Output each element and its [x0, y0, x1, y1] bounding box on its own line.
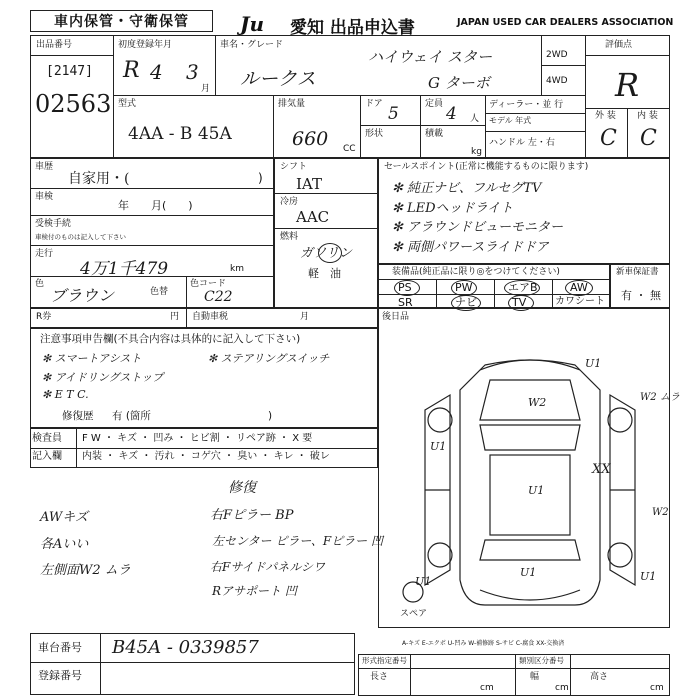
inspection-label: 車検 [35, 192, 54, 202]
notes-title: 注意事項申告欄(不具合内容は具体的に記入して下さい) [40, 333, 301, 345]
history-close: ) [258, 171, 263, 185]
exterior-label: 外 装 [595, 111, 616, 121]
diagram-mark-2: W2 [528, 396, 547, 409]
capacity-unit: 人 [470, 114, 480, 124]
repair-options: 有 (箇所 [112, 410, 151, 422]
inspector-note-right-1: 右Fピラー BP [210, 508, 294, 523]
fuel-gas: ガソリン [300, 246, 353, 261]
diagram-mark-9: U1 [415, 575, 432, 588]
model-label: 型式 [118, 99, 137, 109]
post-date-label: 後日品 [382, 312, 410, 322]
ab-circle [504, 280, 540, 296]
4wd-label: 4WD [546, 76, 568, 86]
inspector-note-left-3: 左側面W2 ムラ [40, 563, 131, 578]
month-value: 3 [186, 60, 199, 84]
inspector-note-right-4: Rアサポート 凹 [212, 584, 297, 598]
width-label: 幅 [530, 672, 540, 682]
repair-close: ) [268, 410, 273, 422]
shift-label: シフト [280, 162, 308, 172]
chassis-label: 車台番号 [38, 641, 82, 654]
color-code-label: 色コード [190, 279, 227, 289]
diagram-legend: A-キズ E-エクボ U-凹み W-補修跡 S-サビ C-腐食 XX-交換済 [402, 640, 565, 647]
chassis-value: B45A - 0339857 [112, 637, 259, 658]
selling-points-label: セールスポイント(正常に機能するものに限ります) [384, 162, 589, 172]
color-swap-label: 色替 [150, 287, 169, 297]
selling-point-3: ✻ アラウンドビューモニター [392, 220, 564, 235]
repair-history-label: 修復歴 [62, 410, 94, 422]
eq-leather: カワシート [555, 296, 605, 307]
loading-label: 積載 [425, 129, 444, 139]
diagram-mark-1: U1 [585, 357, 602, 370]
cc-label: CC [343, 144, 356, 154]
yen-label: 円 [170, 312, 180, 322]
rating-label: 評価点 [605, 40, 633, 50]
car-name-value: ルークス [240, 68, 316, 90]
displacement-value: 660 [292, 128, 329, 150]
color-value: ブラウン [50, 286, 115, 305]
capacity-value: 4 [446, 104, 457, 124]
selling-point-4: ✻ 両側パワースライドドア [392, 240, 549, 255]
km-label: km [230, 264, 244, 274]
model-year-label: モデル 年式 [489, 116, 532, 125]
height-label: 高さ [590, 672, 609, 682]
mileage-value: 4万1千479 [80, 259, 169, 279]
color-code-value: C22 [204, 289, 233, 305]
exterior-value: C [600, 126, 617, 151]
interior-value: C [640, 126, 657, 151]
year-value: 4 [150, 60, 163, 84]
note-left-3: ✻ E T C. [42, 388, 89, 401]
lot-number-label: 出品番号 [36, 40, 73, 50]
reg-label: 登録番号 [38, 669, 82, 682]
inspector-notes-title: 修復 [228, 480, 256, 496]
inspector-note-right-2: 左センター ピラー、Fピラー 凹 [212, 534, 383, 548]
handle-label: ハンドル 左・右 [489, 138, 555, 148]
eq-pw: PW [455, 281, 473, 294]
grade-value: ハイウェイ スター [368, 48, 493, 66]
note-left-1: ✻ スマートアシスト [42, 352, 142, 365]
note-right-1: ✻ ステアリングスイッチ [208, 352, 330, 365]
capacity-label: 定員 [425, 99, 444, 109]
fuel-circle [318, 243, 342, 263]
equipment-label: 装備品(純正品に限り◎をつけてください) [392, 267, 560, 277]
aw-circle [565, 280, 593, 296]
diagram-mark-3: W2 ムラ [640, 392, 680, 403]
association-name: JAPAN USED CAR DEALERS ASSOCIATION [457, 17, 674, 28]
cooler-value: AAC [296, 208, 330, 226]
eq-sr: SR [398, 296, 413, 309]
interior-label: 内 装 [637, 111, 658, 121]
shape-label: 形状 [365, 129, 384, 139]
storage-title: 車内保管・守衛保管 [30, 10, 213, 32]
2wd-label: 2WD [546, 50, 568, 60]
eq-ab: エアB [508, 281, 538, 294]
lot-number-value: 02563 [35, 90, 112, 118]
fuel-diesel: 軽 油 [308, 267, 341, 280]
pw-circle [451, 280, 477, 296]
inspector-row2: 内装 ・ キズ ・ 汚れ ・ コゲ穴 ・ 臭い ・ キレ ・ 破レ [82, 451, 330, 462]
ps-circle [394, 280, 420, 296]
ju-logo [240, 12, 264, 36]
color-label: 色 [35, 279, 45, 289]
inspector-label: 検査員 [32, 433, 62, 444]
inspector-note-left-2: 各Aいい [40, 537, 89, 552]
model-value: 4AA - B 45A [128, 124, 232, 144]
inspector-note-left-1: AWキズ [40, 510, 88, 525]
era-value: R [123, 58, 140, 83]
width-cm: cm [555, 683, 569, 693]
kg-label: kg [471, 147, 482, 157]
length-label: 長さ [370, 672, 389, 682]
inspector-row1: F W ・ キズ ・ 凹み ・ ヒビ割 ・ リペア跡 ・ X 要 [82, 433, 313, 444]
inspector-note-right-3: 右Fサイドパネルシワ [210, 560, 325, 574]
auto-tax-label: 自動車税 [192, 312, 229, 322]
diagram-mark-4: U1 [430, 440, 447, 453]
selling-point-1: ✻ 純正ナビ、フルセグTV [392, 181, 542, 196]
fuel-label: 燃料 [280, 232, 299, 242]
doors-label: ドア [365, 99, 383, 109]
vehicle-info-block [30, 35, 670, 158]
warranty-label: 新車保証書 [616, 267, 659, 277]
cooler-label: 冷房 [280, 197, 299, 207]
receipt-note: 車検付のものは記入して下さい [35, 233, 126, 241]
first-reg-label: 初度登録年月 [118, 40, 173, 50]
spare-label: スペア [400, 609, 428, 619]
eq-navi: ナビ [455, 296, 477, 309]
diagram-mark-6: U1 [528, 484, 545, 497]
diagram-mark-5: XX [592, 462, 611, 477]
form-title: 愛知 出品申込書 [290, 18, 415, 38]
height-cm: cm [650, 683, 664, 693]
grade2-value: G ターボ [428, 74, 490, 92]
rating-value: R [615, 66, 640, 104]
shift-value: IAT [296, 175, 322, 193]
displacement-label: 排気量 [278, 99, 306, 109]
warranty-options: 有 ・ 無 [621, 289, 661, 302]
type-designation-label: 形式指定番号 [362, 656, 407, 665]
r-ticket-label: R券 [36, 312, 52, 322]
class-no-label: 類別区分番号 [519, 656, 564, 665]
diagram-mark-8: U1 [520, 566, 537, 579]
entry-field-label: 記入欄 [32, 451, 62, 462]
history-label: 車歴 [35, 162, 54, 172]
lot-bracket: [2147] [46, 64, 93, 79]
diagram-mark-7: W2 [652, 507, 669, 518]
diagram-mark-10: U1 [640, 570, 657, 583]
length-cm: cm [480, 683, 494, 693]
eq-tv: TV [512, 296, 527, 309]
mileage-label: 走行 [35, 249, 54, 259]
car-name-label: 車名・グレード [220, 40, 284, 50]
eq-ps: PS [398, 281, 412, 294]
eq-aw: AW [570, 281, 588, 294]
month-unit: 月 [201, 84, 211, 94]
doors-value: 5 [388, 104, 399, 124]
selling-point-2: ✻ LEDヘッドライト [392, 201, 514, 216]
dealer-import-label: ディーラー・並 行 [489, 100, 564, 110]
inspection-ym: 年 月( ) [118, 199, 193, 212]
auto-tax-month: 月 [300, 312, 310, 322]
receipt-label: 受検手続 [35, 219, 72, 229]
logo-mark: Ju [240, 12, 265, 36]
note-left-2: ✻ アイドリングストップ [42, 371, 164, 384]
history-value: 自家用・( [68, 171, 130, 187]
